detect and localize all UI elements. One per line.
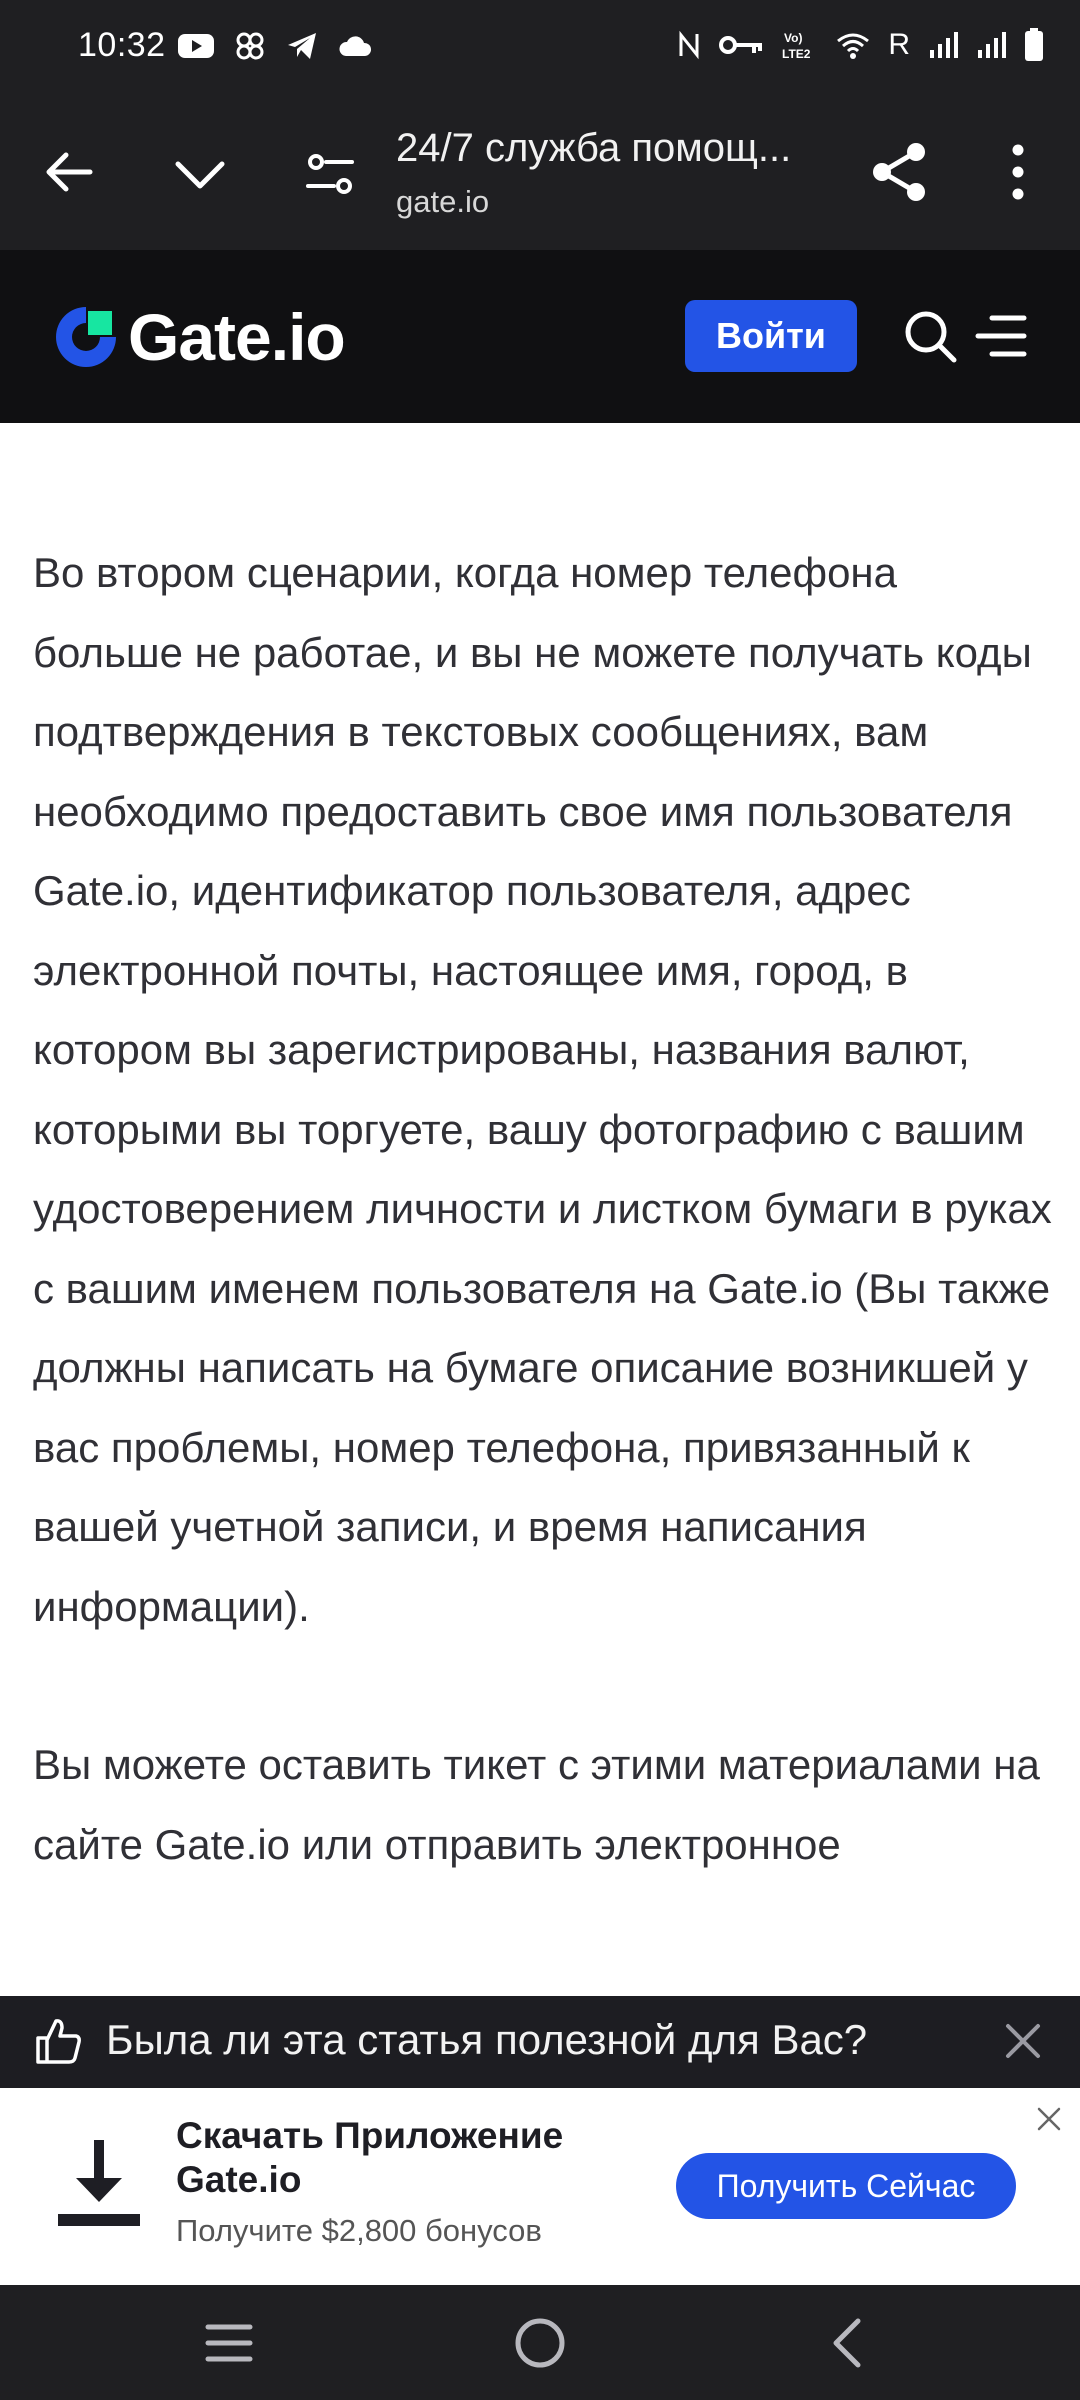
roaming-indicator: R bbox=[888, 28, 910, 61]
system-nav-bar bbox=[0, 2285, 1080, 2400]
menu-icon[interactable] bbox=[972, 310, 1028, 362]
key-icon bbox=[718, 33, 764, 57]
share-icon[interactable] bbox=[868, 140, 932, 204]
site-settings-icon[interactable] bbox=[300, 146, 360, 202]
chevron-down-icon[interactable] bbox=[170, 146, 230, 202]
nfc-icon bbox=[678, 30, 700, 60]
battery-icon bbox=[1024, 28, 1044, 62]
svg-text:Vo): Vo) bbox=[784, 31, 803, 45]
gateio-logo[interactable] bbox=[52, 300, 345, 374]
more-vert-icon[interactable] bbox=[1000, 140, 1036, 204]
recent-apps-icon[interactable] bbox=[204, 2321, 254, 2365]
notification-icons bbox=[178, 30, 372, 62]
article-paragraph: Во втором сценарии, когда номер телефона больше не работае, и вы не можете получать коды подтверждения в текстовых сообщениях, вам необходимо предоставить свое имя пользователя Gate.io, идентификатор пользователя, адрес электронной почты, настоящее имя, город, в котором вы зарегистрированы, названия валют, которыми вы торгуете, вашу фотографию с вашим удостоверением личности и листком бумаги в руках с вашим именем пользователя на Gate.io (Вы также должны написать на бумаге описание возникшей у вас проблемы, номер телефона, привязанный к вашей учетной записи, и время написания информации). bbox=[33, 549, 1052, 1630]
article-paragraph: Вы можете оставить тикет с этими материалами на сайте Gate.io или отправить электронное bbox=[33, 1741, 1040, 1868]
roaming-signal-icon bbox=[928, 30, 958, 60]
app-download-banner bbox=[0, 2088, 1080, 2285]
browser-toolbar bbox=[0, 96, 1080, 250]
back-icon[interactable] bbox=[826, 2317, 866, 2369]
status-time: 10:32 bbox=[78, 26, 166, 64]
feedback-bar bbox=[0, 1996, 1080, 2088]
volte-icon bbox=[782, 29, 818, 61]
banner-title: Скачать Приложение Gate.io bbox=[176, 2115, 564, 2200]
close-icon[interactable] bbox=[1036, 2106, 1062, 2132]
back-arrow-icon[interactable] bbox=[40, 142, 100, 202]
logo-text: Gate.io bbox=[128, 300, 345, 374]
svg-text:LTE2: LTE2 bbox=[782, 47, 811, 61]
home-icon[interactable] bbox=[512, 2315, 568, 2371]
wifi-icon bbox=[836, 31, 870, 59]
feedback-question: Была ли эта статья полезной для Вас? bbox=[106, 2016, 868, 2063]
page-url[interactable]: gate.io bbox=[396, 184, 490, 219]
page-title[interactable]: 24/7 служба помощ... bbox=[396, 126, 792, 170]
download-icon bbox=[56, 2140, 142, 2230]
youtube-icon bbox=[178, 32, 214, 60]
close-icon[interactable] bbox=[1004, 2022, 1042, 2060]
gate-logo-icon bbox=[52, 303, 120, 371]
banner-subtitle: Получите $2,800 бонусов bbox=[176, 2213, 542, 2248]
search-icon[interactable] bbox=[902, 308, 958, 364]
status-bar bbox=[0, 0, 1080, 96]
article-body bbox=[33, 533, 1053, 1963]
pinwheel-icon bbox=[234, 30, 266, 62]
system-icons bbox=[678, 28, 1044, 62]
cloud-icon bbox=[338, 34, 372, 58]
site-header bbox=[0, 250, 1080, 423]
login-button[interactable]: Войти bbox=[685, 300, 857, 372]
telegram-icon bbox=[286, 31, 318, 61]
thumbs-up-icon[interactable] bbox=[34, 2016, 82, 2066]
signal-icon bbox=[976, 30, 1006, 60]
get-now-button[interactable]: Получить Сейчас bbox=[676, 2153, 1016, 2219]
